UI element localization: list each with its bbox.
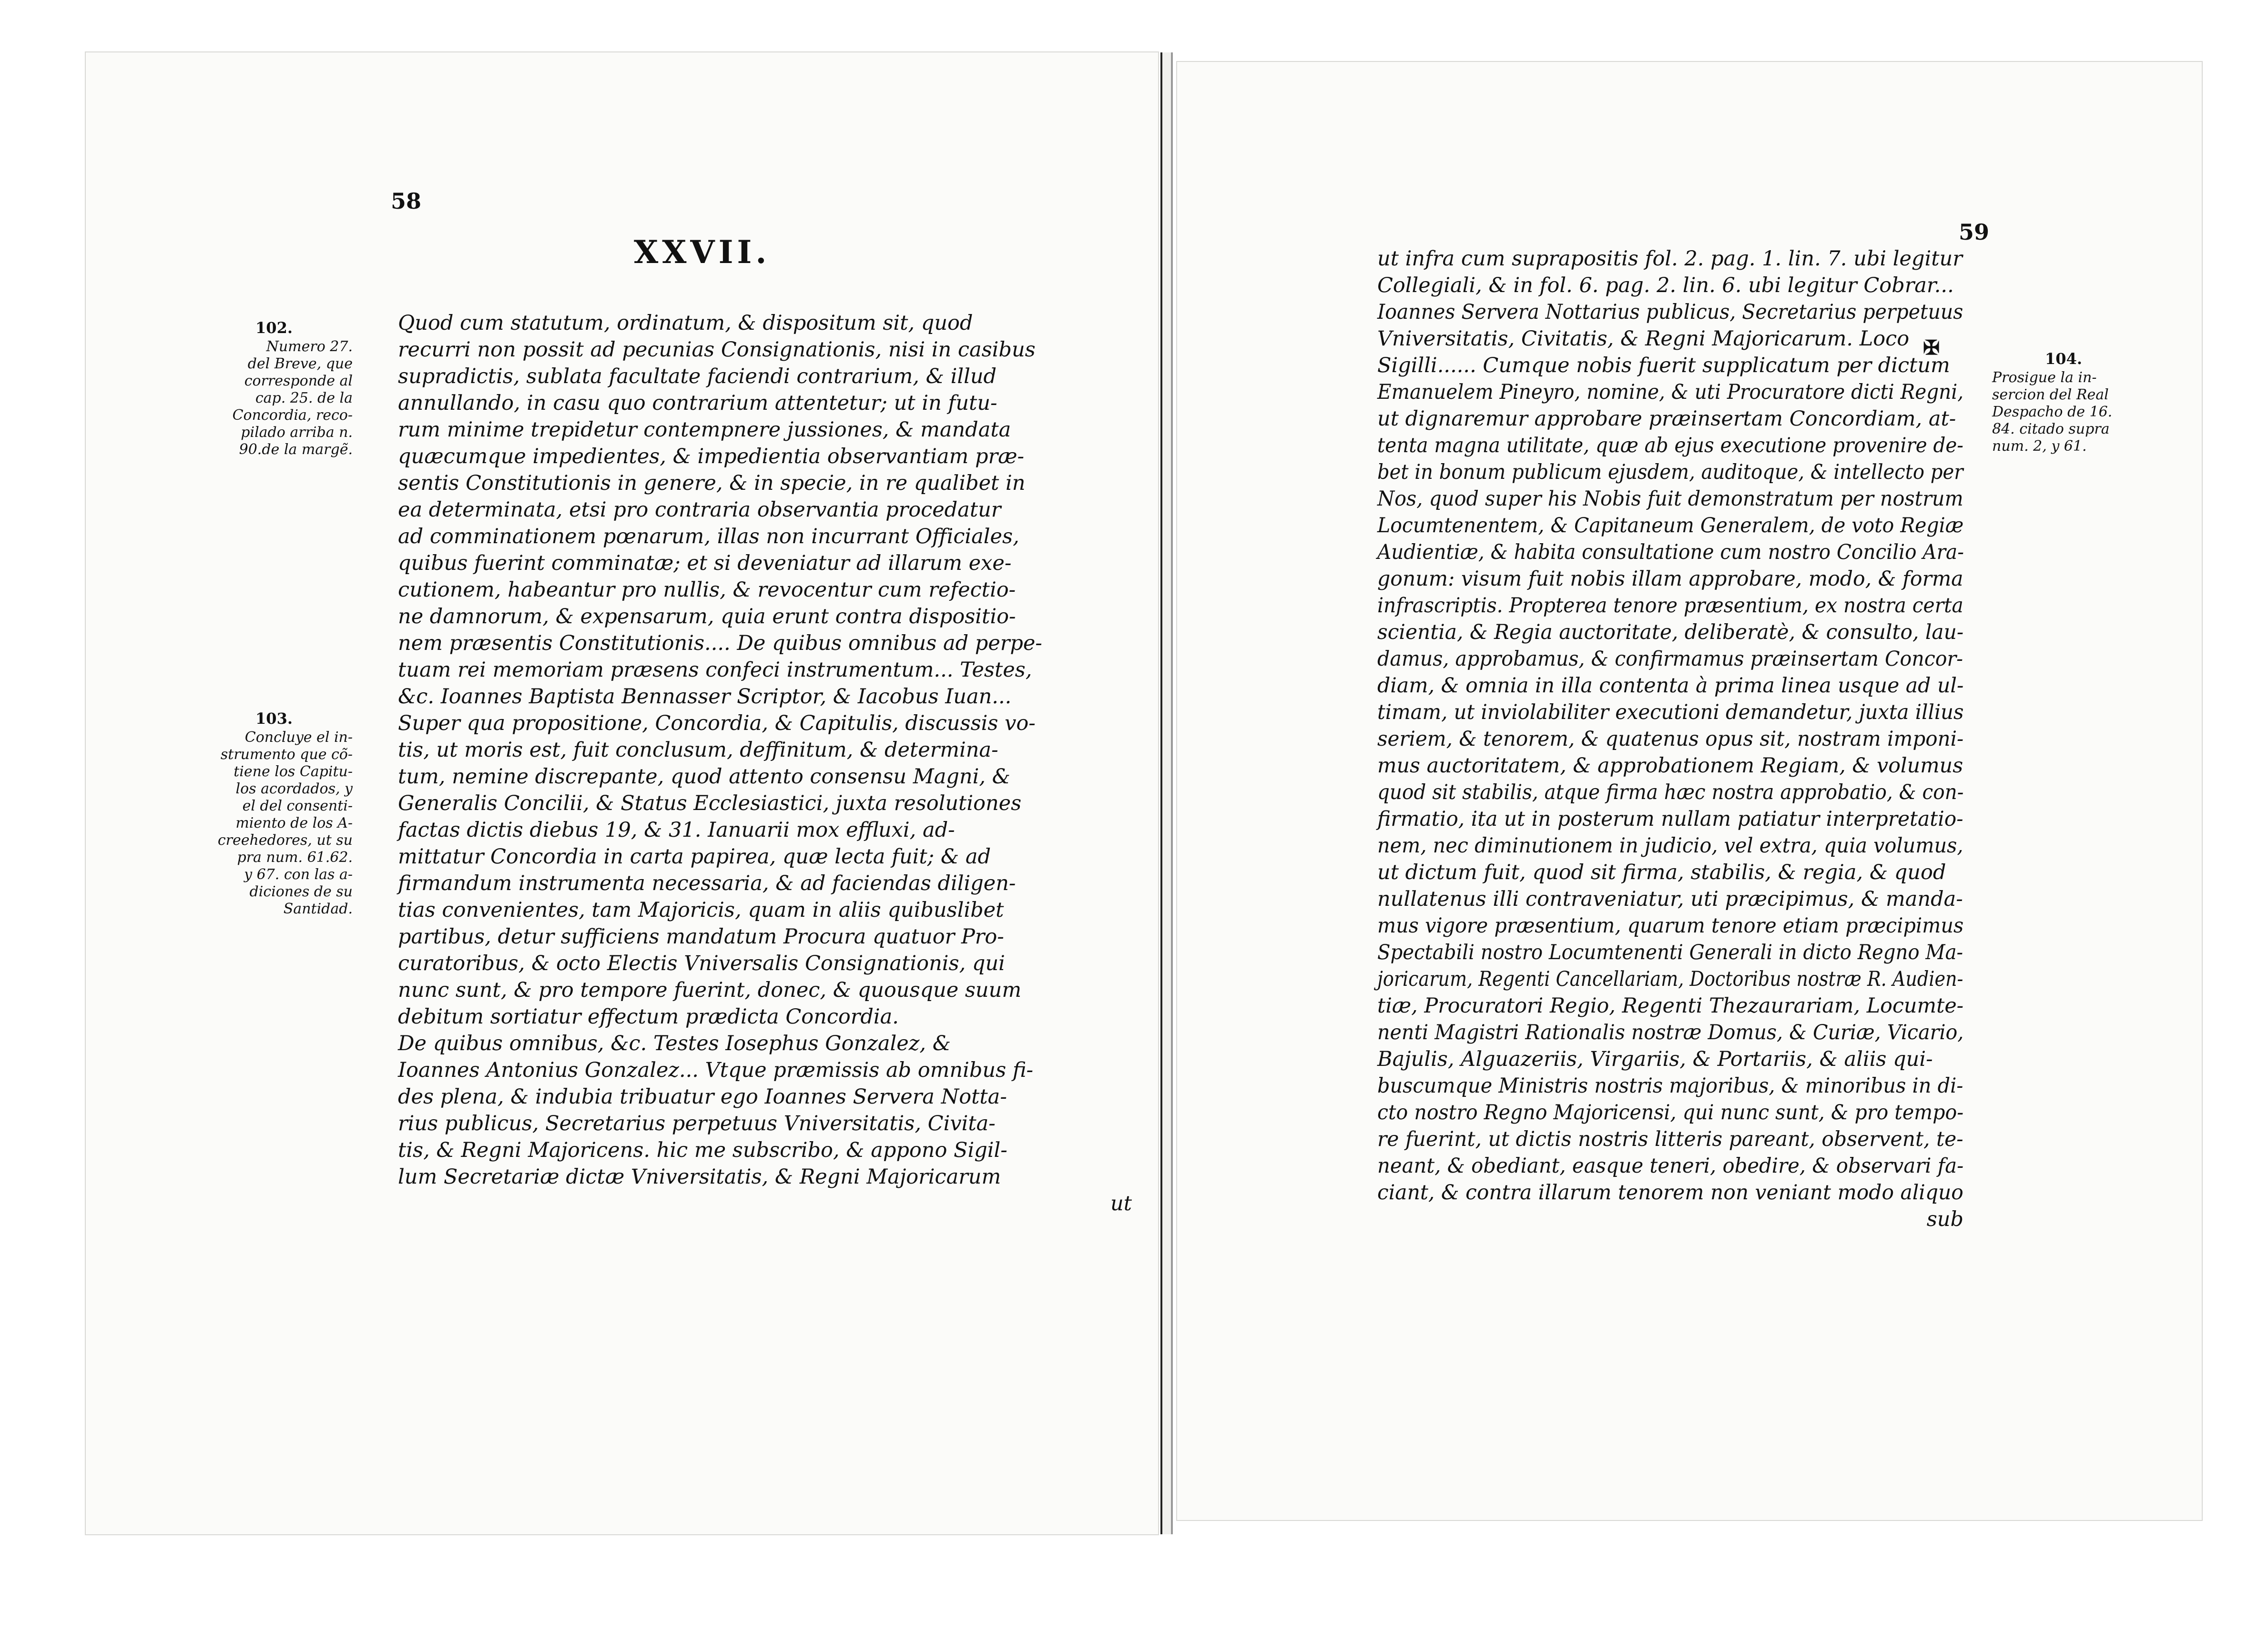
text-line: Vniversitatis, Civitatis, & Regni Majoricarum. Loco xyxy=(1377,327,1910,351)
margin-note-line: Santidad. xyxy=(283,901,353,917)
text-line: tiæ, Procuratori Regio, Regenti Thezaurariam, Locumte- xyxy=(1377,994,1964,1018)
text-line: De quibus omnibus, &c. Testes Iosephus Gonzalez, & xyxy=(398,1032,951,1055)
text-line: scientia, & Regia auctoritate, deliberatè, & consulto, lau- xyxy=(1377,620,1964,644)
text-line: neant, & obediant, easque teneri, obedire, & observari fa- xyxy=(1377,1154,1964,1178)
text-line: mus auctoritatem, & approbationem Regiam, & volumus xyxy=(1377,754,1963,778)
text-line: ne damnorum, & expensarum, quia erunt contra dispositio- xyxy=(398,605,1016,628)
text-line: &c. Ioannes Baptista Bennasser Scriptor, & Iacobus Iuan... xyxy=(398,685,1012,709)
left-page-body xyxy=(398,310,1132,1217)
open-book xyxy=(86,52,2202,1534)
margin-note-line: los acordados, y xyxy=(235,780,353,797)
margin-note-line: sercion del Real xyxy=(1992,386,2109,403)
text-line: Ioannes Servera Nottarius publicus, Secretarius perpetuus xyxy=(1377,300,1963,324)
text-line: quibus fuerint comminatæ; et si deveniatur ad illarum exe- xyxy=(398,551,1012,575)
left-page xyxy=(86,52,1158,1534)
left-page-number: 58 xyxy=(391,188,422,214)
right-page xyxy=(1177,62,2202,1520)
right-page-number: 59 xyxy=(1959,219,1990,245)
margin-note-number: 103. xyxy=(255,709,293,728)
text-line: partibus, detur sufficiens mandatum Procura quatuor Pro- xyxy=(398,925,1004,949)
margin-note-line: Despacho de 16. xyxy=(1992,404,2113,420)
text-line: seriem, & tenorem, & quatenus opus sit, nostram imponi- xyxy=(1377,727,1964,751)
text-line: factas dictis diebus 19, & 31. Ianuarii mox effluxi, ad- xyxy=(398,818,955,842)
text-line: ea determinata, etsi pro contraria observantia procedatur xyxy=(398,498,1001,522)
text-line: infrascriptis. Propterea tenore præsentium, ex nostra certa xyxy=(1377,594,1963,618)
margin-note-line: corresponde al xyxy=(244,373,353,389)
text-line: ut xyxy=(1110,1192,1132,1216)
text-line: ciant, & contra illarum tenorem non veniant modo aliquo xyxy=(1377,1181,1963,1205)
text-line: joricarum, Regenti Cancellariam, Doctoribus nostræ R. Audien- xyxy=(1377,967,1963,991)
margin-note-line: del Breve, que xyxy=(247,355,353,372)
text-line: ad comminationem pœnarum, illas non incurrant Officiales, xyxy=(398,525,1019,548)
text-line: sentis Constitutionis in genere, & in specie, in re qualibet in xyxy=(398,471,1026,495)
text-line: Spectabili nostro Locumtenenti Generali in dicto Regno Ma- xyxy=(1377,941,1963,964)
margin-note-line: pilado arriba n. xyxy=(241,424,353,441)
text-line: quod sit stabilis, atque firma hæc nostra approbatio, & con- xyxy=(1377,780,1964,804)
text-line: annullando, in casu quo contrarium attentetur; ut in futu- xyxy=(398,391,997,415)
text-line: nem, nec diminutionem in judicio, vel extra, quia volumus, xyxy=(1377,834,1963,858)
text-line: cutionem, habeantur pro nullis, & revocentur cum refectio- xyxy=(398,578,1016,602)
text-line: cto nostro Regno Majoricensi, qui nunc sunt, & pro tempo- xyxy=(1377,1101,1964,1124)
text-line: Super qua propositione, Concordia, & Capitulis, discussis vo- xyxy=(398,711,1036,735)
text-line: mus vigore præsentium, quarum tenore etiam præcipimus xyxy=(1377,914,1964,938)
margin-note-line: Concordia, reco- xyxy=(232,407,353,424)
text-line: lum Secretariæ dictæ Vniversitatis, & Regni Majoricarum xyxy=(398,1165,1001,1189)
margin-note-line: diciones de su xyxy=(249,883,353,900)
margin-note-line: y 67. con las a- xyxy=(244,866,353,883)
margin-note-number: 104. xyxy=(2045,350,2082,368)
text-line: Nos, quod super his Nobis fuit demonstratum per nostrum xyxy=(1377,487,1963,511)
text-line: buscumque Ministris nostris majoribus, & minoribus in di- xyxy=(1377,1074,1963,1098)
text-line: re fuerint, ut dictis nostris litteris pareant, observent, te- xyxy=(1377,1127,1963,1151)
text-line: Emanuelem Pineyro, nomine, & uti Procuratore dicti Regni, xyxy=(1377,380,1964,404)
margin-note-line: 84. citado supra xyxy=(1992,421,2110,437)
book-spine xyxy=(1160,52,1175,1534)
text-line: tis, ut moris est, fuit conclusum, deffinitum, & determina- xyxy=(398,738,998,762)
margin-note-line: creehedores, ut su xyxy=(217,832,353,849)
chapter-heading: XXVII. xyxy=(634,233,771,271)
text-line: Locumtenentem, & Capitaneum Generalem, de voto Regiæ xyxy=(1377,514,1964,537)
margin-note-line: Numero 27. xyxy=(266,338,353,355)
text-line: damus, approbamus, & confirmamus præinsertam Concor- xyxy=(1377,647,1963,671)
text-line: mittatur Concordia in carta papirea, quæ lecta fuit; & ad xyxy=(398,845,991,869)
text-line: bet in bonum publicum ejusdem, auditoque, & intellecto per xyxy=(1377,460,1963,484)
text-line: diam, & omnia in illa contenta à prima linea usque ad ul- xyxy=(1377,674,1964,698)
margin-note-line: miento de los A- xyxy=(235,815,353,831)
text-line: rum minime trepidetur contempnere jussiones, & mandata xyxy=(398,418,1011,442)
margin-note-102 xyxy=(195,319,353,458)
text-line: firmandum instrumenta necessaria, & ad faciendas diligen- xyxy=(398,871,1016,895)
right-page-body xyxy=(1377,245,1963,1233)
text-line: tum, nemine discrepante, quod attento consensu Magni, & xyxy=(398,765,1010,789)
text-line: tuam rei memoriam præsens confeci instrumentum... Testes, xyxy=(398,658,1032,682)
text-line: Generalis Concilii, & Status Ecclesiastici, juxta resolutiones xyxy=(398,791,1022,815)
text-line: debitum sortiatur effectum prædicta Concordia. xyxy=(398,1005,899,1029)
margin-note-line: el del consenti- xyxy=(242,798,353,814)
margin-note-line: strumento que cõ- xyxy=(220,746,353,763)
text-line: ut dignaremur approbare præinsertam Concordiam, at- xyxy=(1377,407,1956,431)
text-line: ut infra cum suprapositis fol. 2. pag. 1. lin. 7. ubi legitur xyxy=(1377,247,1963,271)
text-line: quæcumque impedientes, & impedientia observantiam præ- xyxy=(398,445,1025,468)
margin-note-line: num. 2, y 61. xyxy=(1992,438,2087,455)
text-line: rius publicus, Secretarius perpetuus Vniversitatis, Civita- xyxy=(398,1112,996,1135)
text-line: supradictis, sublata facultate faciendi contrarium, & illud xyxy=(398,365,997,388)
text-line: ut dictum fuit, quod sit firma, stabilis, & regia, & quod xyxy=(1377,861,1946,884)
text-line: Sigilli...... Cumque nobis fuerit supplicatum per dictum xyxy=(1377,354,1950,377)
text-line: tenta magna utilitate, quæ ab ejus executione provenire de- xyxy=(1377,434,1963,457)
text-line: recurri non possit ad pecunias Consignationis, nisi in casibus xyxy=(398,338,1036,362)
text-line: timam, ut inviolabiliter executioni demandetur, juxta illius xyxy=(1377,700,1964,724)
text-line: Collegiali, & in fol. 6. pag. 2. lin. 6. ubi legitur Cobrar... xyxy=(1377,274,1954,297)
text-line: nenti Magistri Rationalis nostræ Domus, & Curiæ, Vicario, xyxy=(1377,1021,1964,1044)
seal-cross-mark: ✠ xyxy=(1923,336,1940,359)
text-line: nem præsentis Constitutionis.... De quibus omnibus ad perpe- xyxy=(398,631,1042,655)
text-line: tias convenientes, tam Majoricis, quam in aliis quibuslibet xyxy=(398,898,1004,922)
margin-note-line: 90.de la margẽ. xyxy=(239,441,353,458)
margin-note-line: pra num. 61.62. xyxy=(237,849,353,866)
margin-note-line: cap. 25. de la xyxy=(255,390,353,406)
text-line: des plena, & indubia tribuatur ego Ioannes Servera Notta- xyxy=(398,1085,1007,1109)
text-line: Bajulis, Alguazeriis, Virgariis, & Portariis, & aliis qui- xyxy=(1377,1047,1933,1071)
margin-note-line: Concluye el in- xyxy=(244,729,353,746)
text-line: sub xyxy=(1926,1207,1963,1231)
text-line: gonum: visum fuit nobis illam approbare, modo, & forma xyxy=(1377,567,1963,591)
margin-note-line: tiene los Capitu- xyxy=(234,763,353,780)
text-line: nullatenus illi contraveniatur, uti præcipimus, & manda- xyxy=(1377,887,1963,911)
text-line: curatoribus, & octo Electis Vniversalis Consignationis, qui xyxy=(398,952,1005,975)
margin-note-104 xyxy=(1992,350,2135,455)
margin-note-103 xyxy=(195,710,353,918)
text-line: tis, & Regni Majoricens. hic me subscribo, & appono Sigil- xyxy=(398,1138,1007,1162)
text-line: nunc sunt, & pro tempore fuerint, donec, & quousque suum xyxy=(398,978,1022,1002)
text-line: Quod cum statutum, ordinatum, & dispositum sit, quod xyxy=(398,311,973,335)
text-line: Audientiæ, & habita consultatione cum nostro Concilio Ara- xyxy=(1377,540,1964,564)
text-line: Ioannes Antonius Gonzalez... Vtque præmissis ab omnibus fi- xyxy=(398,1058,1034,1082)
margin-note-number: 102. xyxy=(255,319,293,337)
margin-note-line: Prosigue la in- xyxy=(1992,369,2097,386)
text-line: firmatio, ita ut in posterum nullam patiatur interpretatio- xyxy=(1377,807,1963,831)
